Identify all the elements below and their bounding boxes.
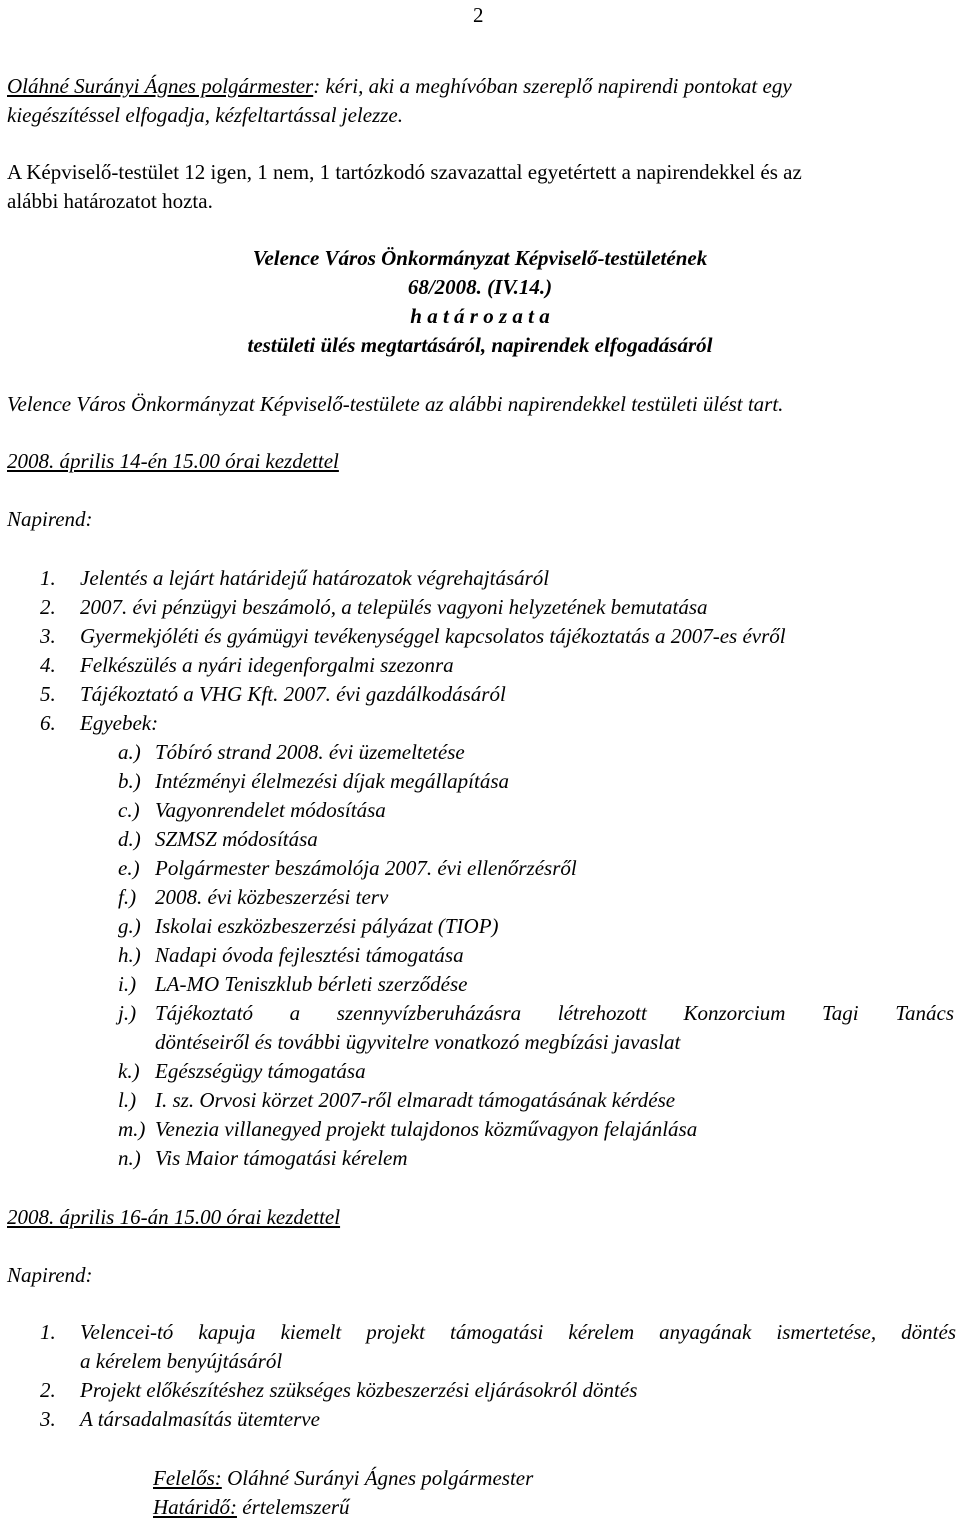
agenda-item-text-continued: a kérelem benyújtásáról — [80, 1349, 283, 1373]
agenda-item-num: 6. — [40, 711, 56, 735]
speaker-colon: : — [313, 74, 321, 98]
resolution-body-name: Velence Város Önkormányzat Képviselő-testületének — [252, 246, 708, 270]
session1-agenda-label: Napirend: — [7, 507, 93, 531]
vote-line-1: A Képviselő-testület 12 igen, 1 nem, 1 tartózkodó szavazattal egyetértett a napirendekkel és az — [7, 160, 802, 184]
page-number: 2 — [473, 3, 484, 27]
resolution-number: 68/2008. (IV.14.) — [407, 275, 553, 299]
session2-date: 2008. április 16-án 15.00 órai kezdettel — [7, 1205, 341, 1229]
sub-item-letter: d.) — [118, 827, 141, 851]
session1-date: 2008. április 14-én 15.00 órai kezdettel — [7, 449, 339, 473]
agenda-item-text: 2007. évi pénzügyi beszámoló, a település vagyoni helyzetének bemutatása — [80, 595, 708, 619]
deadline-value: értelemszerű — [242, 1495, 350, 1519]
sub-item-text: Polgármester beszámolója 2007. évi ellenőrzésről — [155, 856, 577, 880]
sub-item-letter: g.) — [118, 914, 141, 938]
responsible-label: Felelős: — [153, 1466, 222, 1490]
sub-item-text: Vagyonrendelet módosítása — [155, 798, 386, 822]
agenda-item-text: Egyebek: — [80, 711, 159, 735]
sub-item-text: Tájékoztató a szennyvízberuházásra létrehozott Konzorcium Tagi Tanács — [155, 1001, 954, 1025]
agenda-item-num: 1. — [40, 1320, 56, 1344]
intro-text-1: kéri, aki a meghívóban szereplő napirendi pontokat egy — [320, 74, 792, 98]
sub-item-letter: f.) — [118, 885, 137, 909]
agenda-item-text: Jelentés a lejárt határidejű határozatok végrehajtásáról — [80, 566, 550, 590]
sub-item-letter: c.) — [118, 798, 140, 822]
agenda-item-text: Gyermekjóléti és gyámügyi tevékenységgel kapcsolatos tájékoztatás a 2007-es évről — [80, 624, 786, 648]
sub-item-letter: a.) — [118, 740, 141, 764]
speaker-name: Oláhné Surányi Ágnes polgármester — [7, 74, 314, 98]
sub-item-text: LA-MO Teniszklub bérleti szerződése — [155, 972, 468, 996]
deadline-label: Határidő: — [153, 1495, 237, 1519]
sub-item-letter: e.) — [118, 856, 140, 880]
agenda-item-num: 3. — [40, 624, 56, 648]
sub-item-text: Tóbíró strand 2008. évi üzemeltetése — [155, 740, 465, 764]
agenda-item-text: Felkészülés a nyári idegenforgalmi szezonra — [80, 653, 454, 677]
agenda-item-text: Tájékoztató a VHG Kft. 2007. évi gazdálkodásáról — [80, 682, 506, 706]
agenda-item-num: 3. — [40, 1407, 56, 1431]
agenda-item-num: 2. — [40, 1378, 56, 1402]
responsible-line — [153, 1468, 533, 1489]
sub-item-text: Iskolai eszközbeszerzési pályázat (TIOP) — [155, 914, 499, 938]
session2-agenda-label: Napirend: — [7, 1263, 93, 1287]
sub-item-letter: j.) — [118, 1001, 137, 1025]
agenda-item-text: Projekt előkészítéshez szükséges közbeszerzési eljárásokról döntés — [80, 1378, 638, 1402]
agenda-item-num: 1. — [40, 566, 56, 590]
resolution-subject: testületi ülés megtartásáról, napirendek elfogadásáról — [247, 333, 713, 357]
intro-line-2: kiegészítéssel elfogadja, kézfeltartással jelezze. — [7, 103, 404, 127]
responsible-value: Oláhné Surányi Ágnes polgármester — [227, 1466, 534, 1490]
sub-item-text: 2008. évi közbeszerzési terv — [155, 885, 389, 909]
sub-item-letter: l.) — [118, 1088, 137, 1112]
agenda-item-text: A társadalmasítás ütemterve — [80, 1407, 320, 1431]
agenda-item-num: 5. — [40, 682, 56, 706]
intro-line-1 — [7, 76, 792, 97]
sub-item-text: Venezia villanegyed projekt tulajdonos közművagyon felajánlása — [155, 1117, 698, 1141]
sub-item-text-continued: döntéseiről és további ügyvitelre vonatkozó megbízási javaslat — [155, 1030, 681, 1054]
sub-item-letter: m.) — [118, 1117, 146, 1141]
sub-item-letter: k.) — [118, 1059, 140, 1083]
sub-item-text: Nadapi óvoda fejlesztési támogatása — [155, 943, 464, 967]
body-text: Velence Város Önkormányzat Képviselő-testülete az alábbi napirendekkel testületi ülést tart. — [7, 392, 784, 416]
sub-item-text: Intézményi élelmezési díjak megállapítása — [155, 769, 509, 793]
resolution-title: h a t á r o z a t a — [410, 304, 550, 328]
sub-item-letter: h.) — [118, 943, 141, 967]
sub-item-letter: n.) — [118, 1146, 141, 1170]
agenda-item-num: 2. — [40, 595, 56, 619]
sub-item-text: SZMSZ módosítása — [155, 827, 318, 851]
agenda-item-num: 4. — [40, 653, 56, 677]
sub-item-letter: i.) — [118, 972, 137, 996]
vote-line-2: alábbi határozatot hozta. — [7, 189, 213, 213]
sub-item-letter: b.) — [118, 769, 141, 793]
agenda-item-text: Velencei-tó kapuja kiemelt projekt támogatási kérelem anyagának ismertetése, döntés — [80, 1320, 956, 1344]
sub-item-text: Vis Maior támogatási kérelem — [155, 1146, 408, 1170]
sub-item-text: Egészségügy támogatása — [155, 1059, 366, 1083]
sub-item-text: I. sz. Orvosi körzet 2007-ről elmaradt támogatásának kérdése — [155, 1088, 676, 1112]
deadline-line — [153, 1497, 350, 1518]
